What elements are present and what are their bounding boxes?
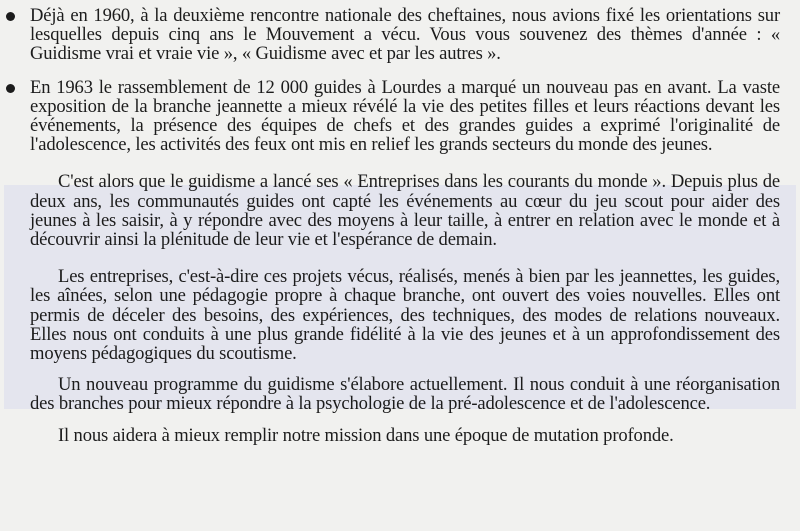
paragraph-entreprises-launch: C'est alors que le guidisme a lancé ses « Entreprises dans les courants du monde ». Depuis plus de deux ans, les communautés guides ont capté les événements au cœur du jeu scout pour aider des jeunes à les saisir, à y répondre avec des moyens à leur taille, à entrer en relation avec le monde et à découvrir ainsi la plénitude de leur vie et l'espérance de demain.: [30, 171, 780, 251]
paragraph-entreprises-definition: Les entreprises, c'est-à-dire ces projets vécus, réalisés, menés à bien par les jeannettes, les guides, les aînées, selon une pédagogie propre à chaque branche, ont ouvert des voies nouvelles. Elles ont permis de déceler des besoins, des expériences, des techniques, des modes de relations nouveaux. Elles nous ont conduits à une plus grande fidélité à la vie des jeunes et à un approfondissement des moyens pédagogiques du scoutisme.: [30, 266, 780, 365]
paragraph-mission: Il nous aidera à mieux remplir notre mission dans une époque de mutation profonde.: [58, 424, 674, 446]
paragraph-1960-meeting: Déjà en 1960, à la deuxième rencontre nationale des cheftaines, nous avions fixé les orientations sur lesquelles depuis cinq ans le Mouvement a vécu. Vous vous souvenez des thèmes d'année : « Guidisme vrai et vraie vie », « Guidisme avec et par les autres ».: [30, 5, 780, 65]
paragraph-new-program: Un nouveau programme du guidisme s'élabore actuellement. Il nous conduit à une réorganisation des branches pour mieux répondre à la psychologie de la pré-adolescence et de l'adolescence.: [30, 374, 780, 415]
paragraph-1963-lourdes: En 1963 le rassemblement de 12 000 guides à Lourdes a marqué un nouveau pas en avant. La vaste exposition de la branche jeannette a mieux révélé la vie des petites filles et leurs réactions devant les événements, la présence des équipes de chefs et des grandes guides a exprimé l'originalité de l'adolescence, les activités des feux ont mis en relief les grands secteurs du monde des jeunes.: [30, 76, 780, 156]
